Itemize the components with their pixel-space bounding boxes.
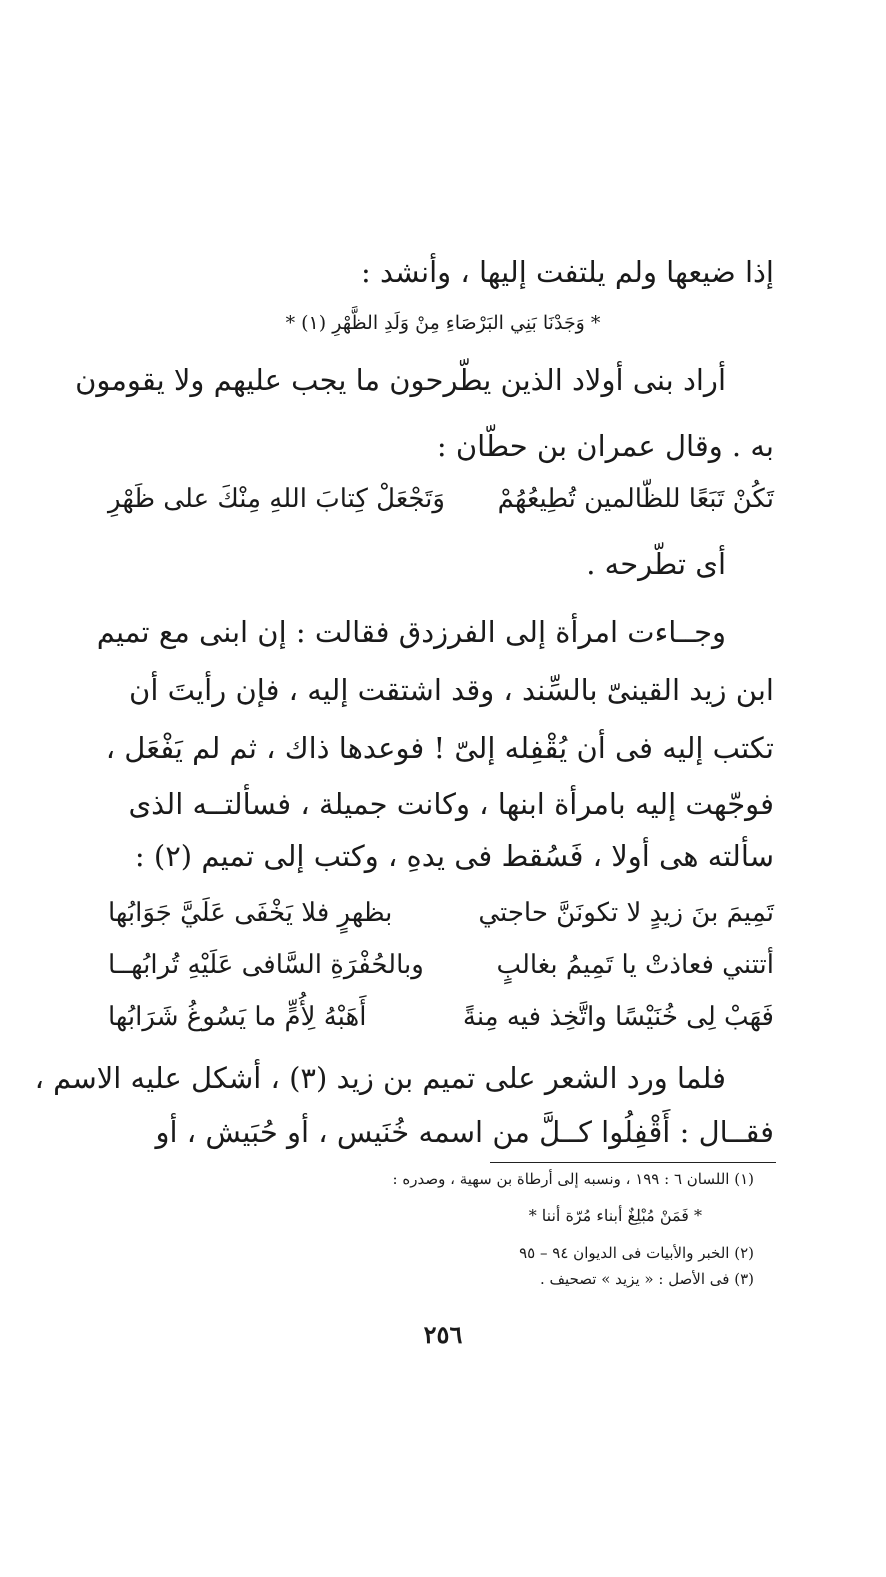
verse-hemistich-left: وَتَجْعَلْ كِتابَ اللهِ مِنْكَ على ظَهْرِ [108, 484, 445, 514]
text-line: فقــال : أَقْفِلُوا كــلَّ من اسمه خُنَيس ، أو حُبَيش ، أو [155, 1115, 774, 1149]
page-number: ٢٥٦ [423, 1320, 463, 1349]
verse-hemistich-right: تَكُنْ تَبَعًا للظّالمين تُطِيعُهُمْ [497, 484, 774, 514]
text-line: فلما ورد الشعر على تميم بن زيد (٣) ، أشكل عليه الاسم ، [34, 1061, 726, 1095]
text-line: فوجّهت إليه بامرأة ابنها ، وكانت جميلة ، فسألتــه الذى [128, 787, 774, 821]
text-line: به . وقال عمران بن حطّان : [436, 429, 774, 463]
verse-hemistich-quote: * وَجَدْنَا بَنِي البَرْصَاءِ مِنْ وَلَدِ الظَّهْرِ (١) * [285, 312, 601, 334]
text-line: سألته هى أولا ، فَسُقط فى يدهِ ، وكتب إلى تميم (٢) : [134, 839, 774, 873]
text-line: تكتب إليه فى أن يُقْفِله إلىّ ! فوعدها ذاك ، ثم لم يَفْعَل ، [105, 731, 774, 765]
footnote-3: (٣) فى الأصل : « يزيد » تصحيف . [539, 1270, 754, 1288]
verse-hemistich-right: أتتني فعاذتْ يا تَمِيمُ بغالبٍ [496, 950, 774, 980]
text-line: ابن زيد القينىّ بالسِّند ، وقد اشتقت إليه ، فإن رأيتَ أن [129, 673, 774, 707]
verse-hemistich-left: وبالحُفْرَةِ السَّافى عَلَيْهِ تُرابُهــا [108, 950, 424, 980]
verse-hemistich-right: تَمِيمَ بنَ زيدٍ لا تكونَنَّ حاجتي [478, 898, 774, 928]
footnote-2: (٢) الخبر والأبيات فى الديوان ٩٤ – ٩٥ [519, 1244, 754, 1262]
footnote-1-verse: * فَمَنْ مُبْلِغٌ أبناء مُرّة أننا * [528, 1206, 702, 1225]
text-line: أى تطّرحه . [586, 547, 726, 581]
text-line: إذا ضيعها ولم يلتفت إليها ، وأنشد : [360, 255, 774, 289]
text-line: وجــاءت امرأة إلى الفرزدق فقالت : إن ابنى مع تميم [96, 615, 726, 649]
footnote-1: (١) اللسان ٦ : ١٩٩ ، ونسبه إلى أرطاة بن سهية ، وصدره : [392, 1170, 754, 1188]
footnote-separator [490, 1162, 776, 1163]
verse-hemistich-right: فَهَبْ لِى خُنَيْسًا واتَّخِذ فيه مِنةً [462, 1002, 774, 1032]
verse-hemistich-left: أَهَبْهُ لِأُمٍّ ما يَسُوغُ شَرَابُها [108, 1002, 367, 1032]
text-line: أراد بنى أولاد الذين يطّرحون ما يجب عليهم ولا يقومون [75, 363, 726, 397]
verse-hemistich-left: بظهرٍ فلا يَخْفَى عَلَيَّ جَوَابُها [108, 898, 393, 928]
